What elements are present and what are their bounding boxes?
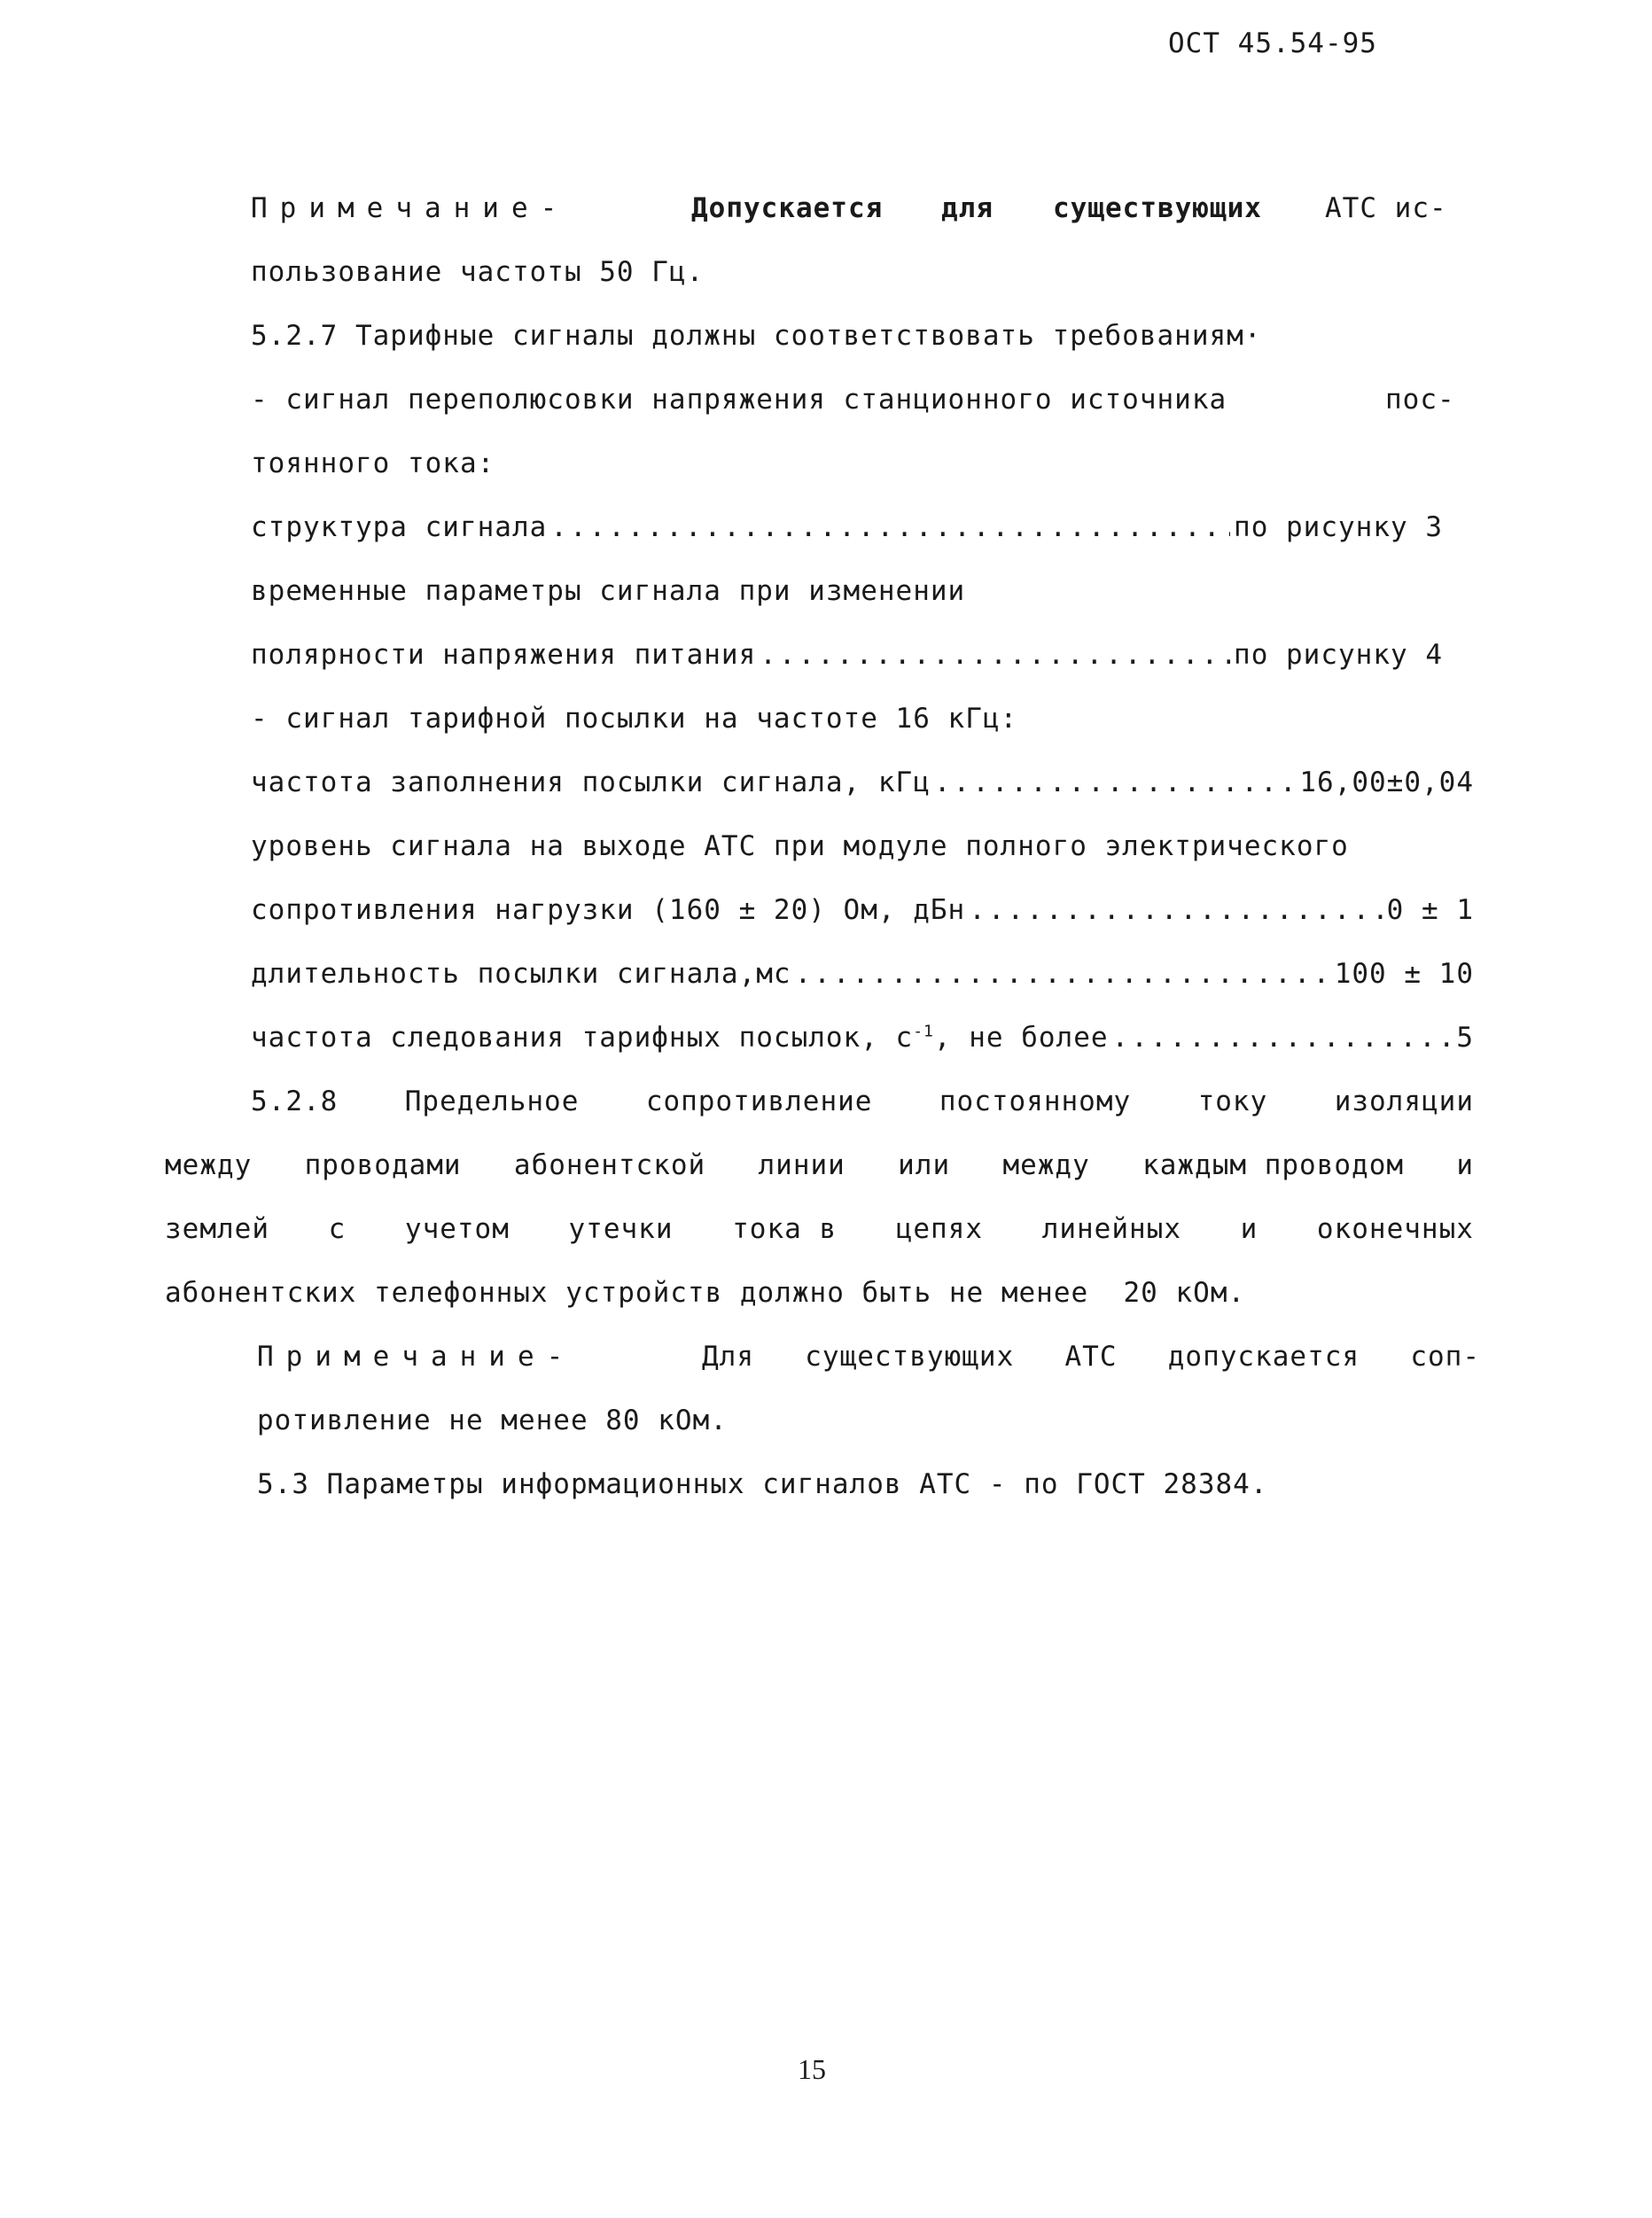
leader-dots xyxy=(969,893,1383,927)
word: 5.2.8 xyxy=(251,1086,339,1117)
note-label: Примечание- xyxy=(257,1341,576,1373)
param-row-resistance xyxy=(251,893,1474,927)
word: учетом xyxy=(404,1213,510,1245)
word: Предельное xyxy=(404,1086,580,1117)
word: постоянному xyxy=(939,1086,1132,1117)
word: существующих xyxy=(805,1341,1015,1373)
word: линейных xyxy=(1041,1213,1181,1245)
param-row-structure xyxy=(251,510,1443,544)
word: току xyxy=(1197,1086,1268,1117)
clause-5-2-8-line-3 xyxy=(165,1212,1474,1246)
word: АТС xyxy=(1064,1341,1118,1373)
leader-dots xyxy=(1112,1021,1453,1055)
word: и xyxy=(1240,1213,1258,1245)
note-text-word: АТС ис- xyxy=(1325,192,1447,224)
param-label: частота следования тарифных посылок, $с^{-1}$, не более xyxy=(251,1022,1109,1054)
param-value: 5 xyxy=(1456,1022,1474,1054)
note-text-line xyxy=(702,1340,1480,1374)
param-label-level: уровень сигнала на выходе АТС при модуле полного электрического xyxy=(251,830,1349,862)
list-item-continuation: тоянного тока: xyxy=(251,447,495,479)
leader-dots xyxy=(550,510,1230,544)
leader-dots xyxy=(795,957,1331,991)
note-continuation: ротивление не менее 80 кОм. xyxy=(257,1405,728,1436)
param-label-time: временные параметры сигнала при изменении xyxy=(251,575,966,607)
param-label: частота заполнения посылки сигнала, кГц xyxy=(251,767,931,798)
note-text-word: Допускается xyxy=(691,192,884,224)
word: Для xyxy=(702,1341,754,1373)
param-row-rate xyxy=(251,1021,1474,1055)
leader-dots xyxy=(934,766,1296,799)
param-label: длительность посылки сигнала,мс xyxy=(251,958,791,990)
word: оконечных xyxy=(1316,1213,1474,1245)
word: проводами xyxy=(304,1149,462,1181)
superscript: -1 xyxy=(913,1022,934,1041)
param-row-duration xyxy=(251,957,1474,991)
note-label: Примечание- xyxy=(251,192,570,224)
word: линии xyxy=(758,1149,845,1181)
param-label: полярности напряжения питания xyxy=(251,639,757,671)
word: абонентской xyxy=(513,1149,706,1181)
word: изоляции xyxy=(1334,1086,1474,1117)
param-row-frequency xyxy=(251,766,1474,799)
list-item-tariff-signal: - сигнал тарифной посылки на частоте 16 кГц: xyxy=(251,703,1018,735)
word: или xyxy=(898,1149,951,1181)
word: каждым проводом xyxy=(1142,1149,1405,1181)
word: утечки xyxy=(568,1213,674,1245)
leader-dots xyxy=(760,638,1230,672)
note-text-word: для xyxy=(941,192,994,224)
param-label: структура сигнала xyxy=(251,511,548,543)
word: между xyxy=(1002,1149,1090,1181)
param-row-polarity xyxy=(251,638,1443,672)
param-label: сопротивления нагрузки (160 ± 20) Ом, дБн xyxy=(251,894,966,926)
document-code: ОСТ 45.54-95 xyxy=(1168,27,1377,59)
clause-5-2-7-intro: 5.2.7 Тарифные сигналы должны соответствовать требованиям· xyxy=(251,320,1262,352)
param-value: по рисунку 4 xyxy=(1234,639,1443,671)
clause-5-2-8-line-1 xyxy=(251,1085,1474,1118)
word: цепях xyxy=(895,1213,984,1245)
param-value: 16,00±0,04 xyxy=(1299,767,1474,798)
page-number: 15 xyxy=(798,2053,826,2085)
hyphenated-word-part: пос- xyxy=(1385,384,1455,416)
word: тока в xyxy=(732,1213,838,1245)
param-value: 0 ± 1 xyxy=(1386,894,1474,926)
note-text-word: существующих xyxy=(1053,192,1262,224)
param-value: по рисунку 3 xyxy=(1234,511,1443,543)
word: и xyxy=(1456,1149,1474,1181)
param-value: 100 ± 10 xyxy=(1334,958,1474,990)
clause-5-2-8-line-2 xyxy=(165,1148,1474,1182)
word: соп- xyxy=(1410,1341,1480,1373)
list-item-polarity-signal: - сигнал переполюсовки напряжения станционного источника xyxy=(251,384,1227,416)
word: допускается xyxy=(1167,1341,1360,1373)
word: между xyxy=(165,1149,253,1181)
clause-5-3: 5.3 Параметры информационных сигналов АТС - по ГОСТ 28384. xyxy=(257,1468,1268,1500)
word: с xyxy=(328,1213,347,1245)
word: землей xyxy=(165,1213,269,1245)
word: сопротивление xyxy=(645,1086,873,1117)
note-continuation: пользование частоты 50 Гц. xyxy=(251,256,705,288)
clause-5-2-8-line-4: абонентских телефонных устройств должно быть не менее 20 кОм. xyxy=(165,1277,1246,1309)
